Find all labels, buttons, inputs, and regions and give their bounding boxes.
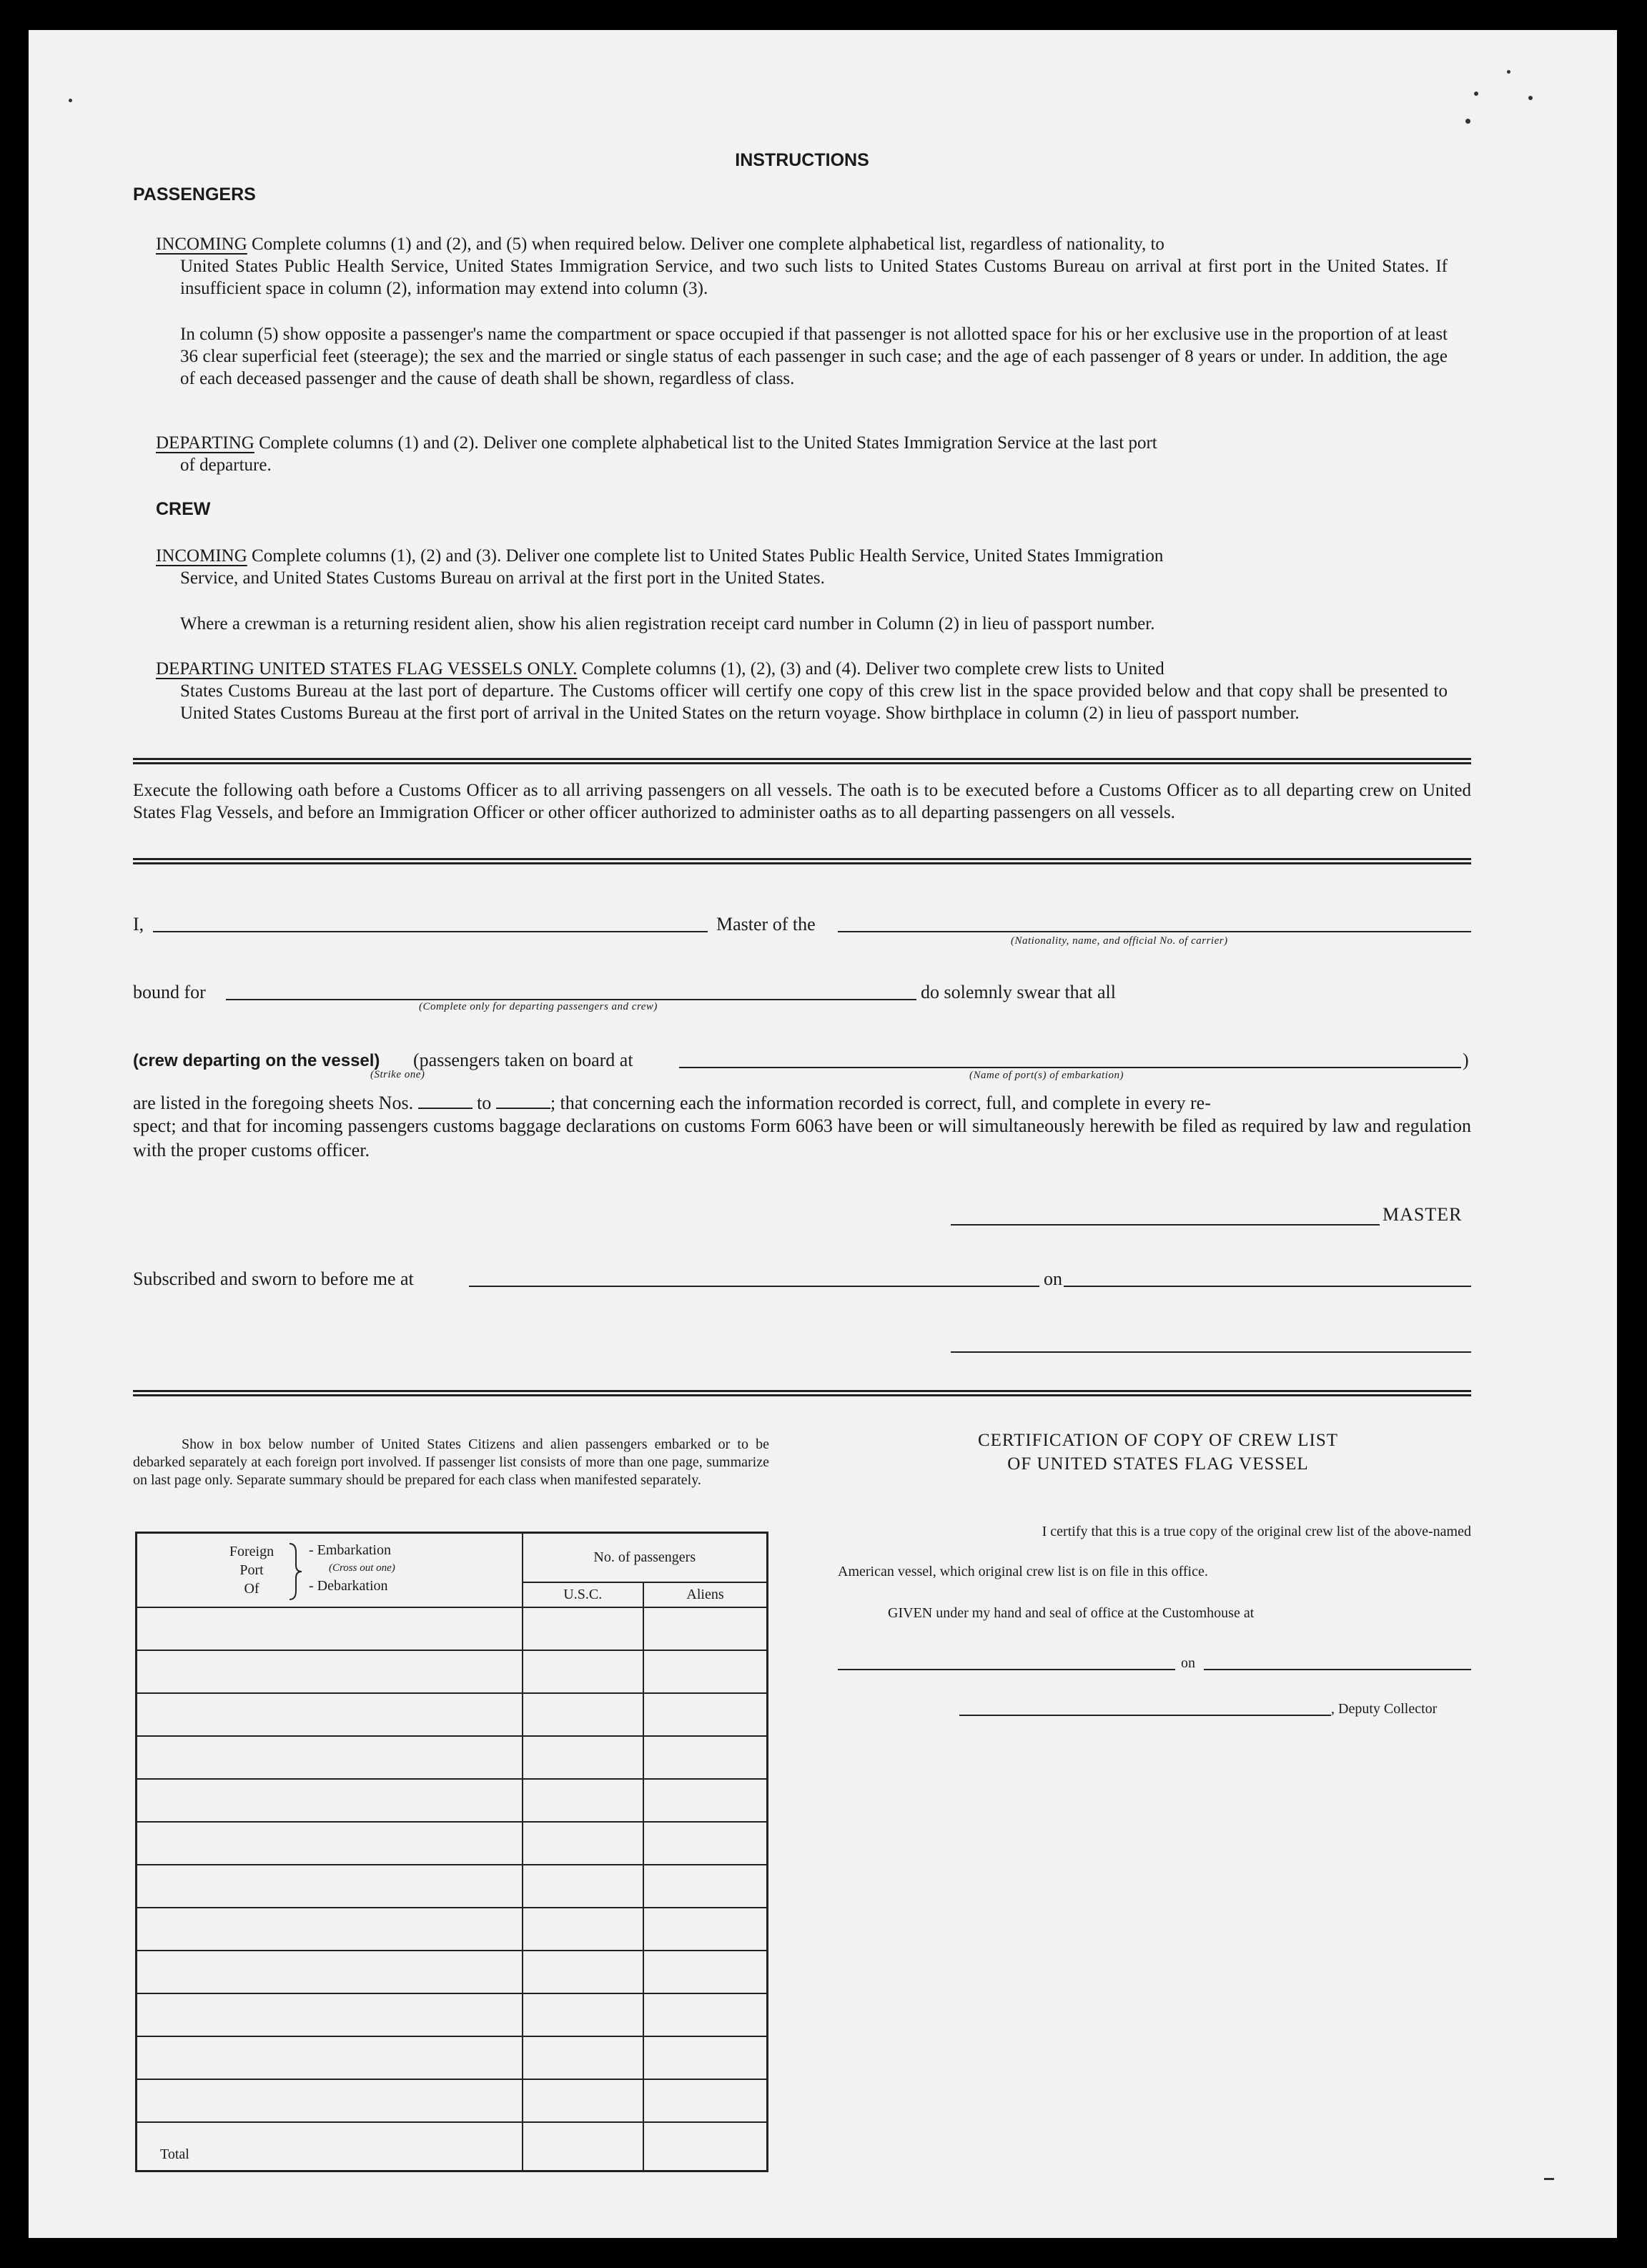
double-rule (133, 1390, 1471, 1396)
oath-instruction: Execute the following oath before a Customs Officer as to all arriving passengers on all vessels. The oath is to be executed before a Customs Officer as to all departing crew on United States Flag Vessels, and before an Immigration Officer or other officer authorized to administer oaths as to all departing passengers on all vessels. (133, 781, 1471, 822)
embark-caption: (Name of port(s) of embarkation) (969, 1070, 1124, 1081)
foreign-port-of (222, 1542, 282, 1598)
speck (1474, 92, 1478, 96)
table-row (137, 1693, 768, 1736)
sheet-from-field[interactable] (418, 1093, 473, 1109)
crew-incoming-first: Complete columns (1), (2) and (3). Deliver one complete list to United States Public Health Service, United States Immigration (252, 546, 1164, 566)
speck (1528, 96, 1533, 100)
crew-departing-label: DEPARTING UNITED STATES FLAG VESSELS ONLY. (156, 659, 578, 679)
instructions-heading: INSTRUCTIONS (735, 150, 869, 170)
swear-text: do solemnly swear that all (921, 982, 1116, 1002)
usc-cell[interactable] (523, 1993, 644, 2036)
total-label: Total (137, 2122, 523, 2171)
usc-cell[interactable] (523, 1650, 644, 1693)
deputy-signature-field[interactable] (959, 1715, 1331, 1716)
customhouse-field[interactable] (838, 1669, 1175, 1670)
aliens-cell[interactable] (643, 1693, 768, 1736)
aliens-cell[interactable] (643, 1822, 768, 1865)
listed-rest: spect; and that for incoming passengers customs baggage declarations on customs Form 6063 have been or will simultaneously herewith be filed as required by law and regulation with the proper customs officer. (133, 1115, 1471, 1160)
double-rule (133, 858, 1471, 864)
aliens-header: Aliens (643, 1582, 768, 1607)
usc-cell[interactable] (523, 1607, 644, 1650)
usc-cell[interactable] (523, 1779, 644, 1822)
double-rule (133, 758, 1471, 764)
cross-out-caption: (Cross out one) (329, 1562, 395, 1574)
bound-for-label: bound for (133, 982, 206, 1002)
aliens-cell[interactable] (643, 1951, 768, 1993)
sworn-date-field[interactable] (1064, 1286, 1471, 1287)
port-label: Port (239, 1562, 264, 1578)
column5-instruction: In column (5) show opposite a passenger's name the compartment or space occupied if that passenger is not allotted space for his or her exclusive use in the proportion of at least 36 clear superficial feet (steerage); the sex and the married or single status of each passenger in such case; and the age of each passenger of 8 years or under. In addition, the age of each deceased passenger and the cause of death shall be shown, regardless of class. (180, 325, 1448, 388)
aliens-cell[interactable] (643, 1779, 768, 1822)
aliens-cell[interactable] (643, 1650, 768, 1693)
speck (1465, 119, 1470, 124)
crew-departing (156, 658, 1448, 724)
sworn-place-field[interactable] (469, 1286, 1039, 1287)
certification-title (844, 1429, 1473, 1476)
port-cell[interactable] (137, 2036, 523, 2079)
port-cell[interactable] (137, 1908, 523, 1951)
total-row (137, 2122, 768, 2171)
table-row (137, 1779, 768, 1822)
officer-signature-field[interactable] (951, 1351, 1471, 1353)
certify-line1: I certify that this is a true copy of the original crew list of the above-named (1042, 1524, 1471, 1539)
passengers-incoming (156, 233, 1448, 300)
resident-alien-instruction: Where a crewman is a returning resident alien, show his alien registration receipt card number in Column (2) in lieu of passport number. (180, 614, 1155, 633)
debarkation-option[interactable]: - Debarkation (309, 1578, 388, 1594)
page-mark (1544, 2178, 1554, 2180)
table-row (137, 1822, 768, 1865)
passengers-incoming-first: Complete columns (1) and (2), and (5) when required below. Deliver one complete alphabetical list, regardless of nationality, to (252, 235, 1164, 254)
speck (1507, 70, 1510, 74)
of-label: Of (244, 1581, 259, 1597)
port-cell[interactable] (137, 1822, 523, 1865)
usc-cell[interactable] (523, 1908, 644, 1951)
passengers-title: PASSENGERS (133, 184, 256, 204)
speck (69, 99, 72, 102)
crew-title: CREW (156, 499, 211, 519)
usc-total-cell[interactable] (523, 2122, 644, 2171)
aliens-cell[interactable] (643, 2079, 768, 2122)
aliens-cell[interactable] (643, 1908, 768, 1951)
foreign-label: Foreign (229, 1544, 274, 1559)
table-row (137, 1865, 768, 1908)
certification-title-line1: CERTIFICATION OF COPY OF CREW LIST (977, 1431, 1339, 1450)
sheet-to-field[interactable] (496, 1093, 550, 1109)
carrier-field[interactable] (838, 931, 1471, 932)
usc-cell[interactable] (523, 1865, 644, 1908)
port-cell[interactable] (137, 1951, 523, 1993)
given-statement: GIVEN under my hand and seal of office at the Customhouse at (888, 1605, 1255, 1621)
listed-statement (133, 1091, 1471, 1115)
no-passengers-header: No. of passengers (523, 1533, 768, 1583)
port-cell[interactable] (137, 2079, 523, 2122)
bound-caption: (Complete only for departing passengers and crew) (419, 1001, 658, 1012)
table-row (137, 2036, 768, 2079)
port-cell[interactable] (137, 1993, 523, 2036)
passengers-incoming-rest: United States Public Health Service, United States Immigration Service, and two such lists to United States Customs Bureau on arrival at first port in the United States. If insufficient space in column (2), information may extend into column (3). (180, 257, 1448, 298)
crew-incoming (156, 545, 1448, 589)
usc-cell[interactable] (523, 1951, 644, 1993)
summary-note: Show in box below number of United States Citizens and alien passengers embarked or to be debarked separately at each foreign port involved. If passenger list consists of more than one page, summarize on last page only. Separate summary should be prepared for each class when manifested separately. (133, 1436, 769, 1488)
usc-cell[interactable] (523, 1822, 644, 1865)
table-row (137, 1993, 768, 2036)
certification-date-field[interactable] (1204, 1669, 1471, 1670)
table-row (137, 1650, 768, 1693)
table-row (137, 2079, 768, 2122)
port-header-cell (137, 1533, 523, 1608)
sworn-on-label: on (1044, 1268, 1062, 1289)
master-signature-field[interactable] (951, 1224, 1380, 1226)
crew-departing-rest: States Customs Bureau at the last port of departure. The Customs officer will certify one copy of this crew list in the space provided below and that copy shall be presented to United States Customs Bureau at the first port of arrival in the United States on the return voyage. Show birthplace in column (2) in lieu of passport number. (180, 681, 1448, 723)
usc-cell[interactable] (523, 2036, 644, 2079)
oath-i-label: I, (133, 914, 144, 935)
crew-departing-first: Complete columns (1), (2), (3) and (4). Deliver two complete crew lists to United (581, 659, 1164, 679)
embarkation-port-field[interactable] (679, 1067, 1461, 1068)
aliens-cell[interactable] (643, 1993, 768, 2036)
passengers-departing-rest: of departure. (180, 455, 272, 475)
crew-departing-text: (crew departing on the vessel) (133, 1051, 380, 1070)
embarkation-option[interactable]: - Embarkation (309, 1542, 391, 1558)
table-row (137, 1607, 768, 1650)
certify-line2: American vessel, which original crew list is on file in this office. (838, 1564, 1208, 1579)
aliens-cell[interactable] (643, 2036, 768, 2079)
subscribed-label: Subscribed and sworn to before me at (133, 1268, 414, 1289)
passengers-incoming-label: INCOMING (156, 235, 247, 254)
master-of-the-label: Master of the (716, 914, 816, 935)
aliens-cell[interactable] (643, 1736, 768, 1779)
passengers-departing-first: Complete columns (1) and (2). Deliver one complete alphabetical list to the United States Immigration Service at the last port (259, 433, 1157, 453)
aliens-total-cell[interactable] (643, 2122, 768, 2171)
bound-for-field[interactable] (226, 999, 916, 1000)
usc-header: U.S.C. (523, 1582, 644, 1607)
passengers-departing-label: DEPARTING (156, 433, 254, 453)
table-row (137, 1736, 768, 1779)
usc-cell[interactable] (523, 2079, 644, 2122)
passengers-departing (156, 432, 1448, 476)
port-cell[interactable] (137, 1607, 523, 1650)
table-row (137, 1908, 768, 1951)
usc-cell[interactable] (523, 1736, 644, 1779)
port-cell[interactable] (137, 1650, 523, 1693)
certification-on-label: on (1181, 1655, 1195, 1671)
port-cell[interactable] (137, 1865, 523, 1908)
port-cell[interactable] (137, 1736, 523, 1779)
listed-post: ; that concerning each the information recorded is correct, full, and complete in every re- (550, 1093, 1211, 1113)
table-row (137, 1951, 768, 1993)
carrier-caption: (Nationality, name, and official No. of carrier) (1011, 935, 1228, 947)
usc-cell[interactable] (523, 1693, 644, 1736)
crew-incoming-rest: Service, and United States Customs Bureau on arrival at the first port in the United States. (180, 568, 825, 588)
port-cell[interactable] (137, 1693, 523, 1736)
port-cell[interactable] (137, 1779, 523, 1822)
certification-title-line2: OF UNITED STATES FLAG VESSEL (1007, 1454, 1309, 1474)
brace-icon (287, 1542, 303, 1601)
strike-caption: (Strike one) (370, 1069, 425, 1080)
crew-departing-option[interactable] (133, 1048, 380, 1073)
listed-pre: are listed in the foregoing sheets Nos. (133, 1093, 414, 1113)
aliens-cell[interactable] (643, 1607, 768, 1650)
listed-to: to (477, 1093, 492, 1113)
passenger-summary-table (135, 1532, 768, 2172)
master-name-field[interactable] (153, 931, 708, 932)
crew-incoming-label: INCOMING (156, 546, 247, 566)
master-signature-label: MASTER (1383, 1204, 1463, 1225)
deputy-collector-label: , Deputy Collector (1331, 1701, 1438, 1717)
passengers-taken-option[interactable]: (passengers taken on board at (413, 1050, 633, 1070)
close-paren: ) (1463, 1050, 1469, 1070)
aliens-cell[interactable] (643, 1865, 768, 1908)
